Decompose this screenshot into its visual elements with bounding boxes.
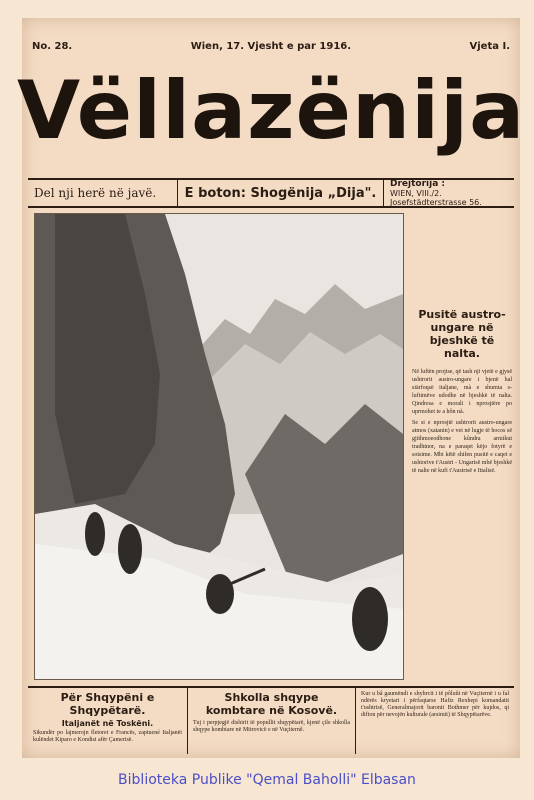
feature-paragraph: Se si e nprosjtë ushtrorit austro-ungare atmos (xatanin) e vet në lugje të hocos së gjithmoeodhone kûndra armikut tradhtnor, na e paraqet këjo fotyrë e sotsime. Mbi këtë shifen pusitë e caqet e ushtorive t'Austri - Ungarisë mbë bjeshkë të nalte në kufi t'Austrisë e Ittalisë. (412, 420, 512, 474)
library-watermark: Biblioteka Publike "Qemal Baholli" Elbasan (118, 772, 416, 788)
column-title: Shkolla shqype kombtare në Kosovë. (205, 691, 338, 717)
address-block (384, 180, 514, 206)
bottom-articles (28, 686, 514, 754)
mountain-photo (34, 213, 404, 680)
column-text: Sikundër po lajmerojn fletoret e Francës, zaptuené Italjanët kulëndet Kiparo e Kondisi afër Çamerisë. (33, 730, 182, 743)
frequency-text: Del nji herë në javë. (28, 180, 178, 206)
direction-label: Drejtorija : (390, 178, 445, 189)
masthead-top-line (32, 38, 510, 54)
place-date: Wien, 17. Vjesht e par 1916. (190, 40, 352, 52)
publisher-text: E boton: Shogënija „Dija". (178, 180, 384, 206)
feature-heading: Pusitë austro-ungare në bjeshkë të nalta. (418, 308, 506, 360)
subtitle-bar (28, 178, 514, 208)
column-text: Tuj i perpjegjë dishirit të popullit shqypëtarë, kjenë çile shkolla shqype kombtare në Mitrovicë e në Vuçiterně. (193, 720, 350, 733)
feature-paragraph: Në luftën projtse, që tash nji vjetë e gjysë ushtrorit austro-ungare i bjenë hal siärfoqsë italjane, mà e shumta s-luftimëve udodhe në bjeshkë të nalta. Qindresa e morali i nprosjtëre po uprmohet te a hôn nà. (412, 369, 512, 415)
column-title: Për Shqypëni e Shqypëtarë. (60, 691, 155, 717)
column-text: Kur u bâ gaumëndi e shyhrcit i të pôluût në Vuçiternë i u fal ndërës kryetari i përfaqtarse Hafiz Rexhepi komandatit t'ushtrisë, Generalmajorit baronit Bothmer për kujdos, qi difton për nevojën kulturale (arsimit) të Shqypëtarëve. (361, 691, 509, 718)
photo-illustration (35, 214, 403, 679)
address-text: WIEN, VIII./2. Josefstädterstrasse 56. (390, 188, 482, 207)
column-subtitle: Italjanët në Toskëni. (61, 719, 154, 728)
article-column-1 (28, 688, 188, 754)
issue-number: No. 28. (32, 40, 73, 52)
article-column-2 (188, 688, 356, 754)
volume-year: Vjeta I. (469, 40, 510, 52)
newspaper-title: Vëllazënija (17, 64, 526, 157)
feature-article (412, 308, 512, 478)
article-column-3 (356, 688, 514, 754)
newspaper-page (17, 18, 526, 758)
